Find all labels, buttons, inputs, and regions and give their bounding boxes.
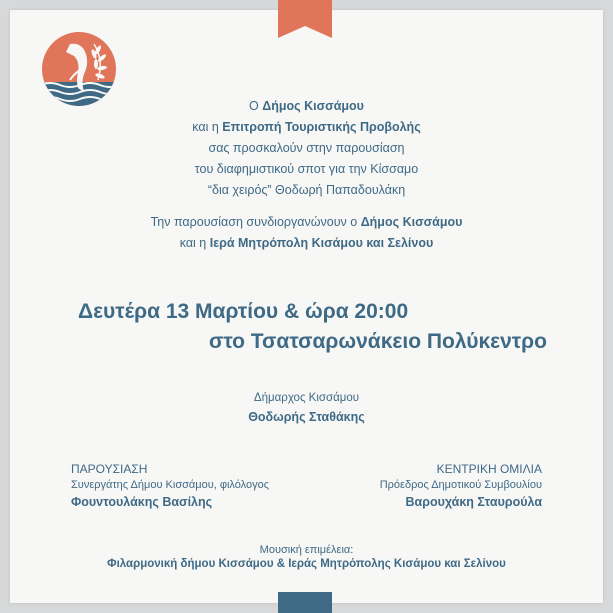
keynote-heading: ΚΕΝΤΡΙΚΗ ΟΜΙΛΙΑ [436,462,542,476]
coorganizers-line-2 [0,235,613,251]
event-datetime: Δευτέρα 13 Μαρτίου & ώρα 20:00 [78,300,409,323]
dolphin-olive-branch-icon [40,30,118,108]
coorganizers-line-1 [0,214,613,230]
keynote-role: Πρόεδρος Δημοτικού Συμβουλίου [379,479,542,491]
presentation-heading: ΠΑΡΟΥΣΙΑΣΗ [71,462,148,476]
presentation-role: Συνεργάτης Δήμου Κισσάμου, φιλόλογος [71,479,270,491]
presentation-name: Φουντουλάκης Βασίλης [71,495,213,509]
host-prefix: Ο [249,99,263,113]
keynote-name: Βαρουχάκη Σταυρούλα [405,495,542,509]
music-name: Φιλαρμονική δήμου Κισσάμου & Ιεράς Μητρόπολης Κισάμου και Σελίνου [107,558,506,570]
mayor-title: Δήμαρχος Κισσάμου [253,392,360,404]
invitation-line-1 [0,98,613,114]
bottom-tab [278,592,332,613]
invitation-line-2 [0,119,613,135]
mayor-name: Θοδωρής Σταθάκης [248,410,365,424]
invitation-line-4: του διαφημιστικού σποτ για την Κίσσαμο [194,162,419,176]
committee-prefix: και η [192,120,223,134]
coorganizer-metropolis: Ιερά Μητρόπολη Κισάμου και Σελίνου [209,236,434,250]
invitation-line-3: σας προσκαλούν στην παρουσίαση [208,141,405,155]
coorganizers-prefix-2: και η [179,236,210,250]
ribbon-bookmark-icon [278,0,332,38]
host-municipality: Δήμος Κισσάμου [262,99,364,113]
tourism-committee: Επιτροπή Τουριστικής Προβολής [222,120,421,134]
coorganizers-prefix: Την παρουσίαση συνδιοργανώνουν ο [150,215,361,229]
event-venue: στο Τσατσαρωνάκειο Πολύκεντρο [208,330,547,353]
coorganizer-municipality: Δήμος Κισσάμου [360,215,463,229]
music-heading: Μουσική επιμέλεια: [259,544,354,556]
invitation-line-5: “δια χειρός” Θοδωρή Παπαδουλάκη [207,183,406,197]
